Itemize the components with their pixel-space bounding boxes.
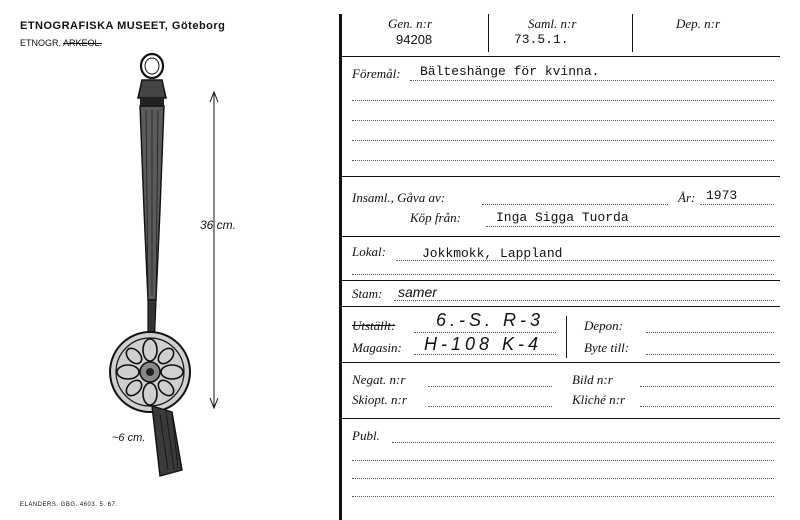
section-rule [342, 306, 780, 307]
utstallt-value: 6.-S. R-3 [436, 310, 545, 330]
saml-nr-label: Saml. n:r [528, 16, 577, 31]
publ-line [352, 478, 774, 479]
skiopt-label: Skiopt. n:r [352, 392, 407, 407]
publ-label: Publ. [352, 428, 380, 443]
foremal-line [352, 140, 774, 141]
lokal-line [352, 274, 774, 275]
ar-line [700, 204, 774, 205]
stam-line [394, 300, 774, 301]
department-arkeol-struck: ARKEOL. [63, 38, 103, 48]
depon-label: Depon: [584, 318, 623, 333]
kliche-line [640, 406, 774, 407]
department-line [20, 38, 102, 48]
foremal-label: Föremål: [352, 66, 401, 81]
kop-fran-label: Köp från: [410, 210, 461, 225]
section-rule [342, 362, 780, 363]
museum-header [20, 20, 225, 32]
length-label: 36 cm. [200, 218, 237, 232]
saml-nr-value: 73.5.1. [514, 32, 569, 47]
publ-line [352, 496, 774, 497]
publ-line [352, 460, 774, 461]
section-rule [342, 236, 780, 237]
box-divider [488, 14, 489, 52]
negat-label: Negat. n:r [352, 372, 406, 387]
negat-line [428, 386, 552, 387]
box-divider [566, 316, 567, 358]
depon-line [646, 332, 774, 333]
kop-fran-value: Inga Sigga Tuorda [496, 210, 629, 225]
foremal-line [352, 160, 774, 161]
bild-label: Bild n:r [572, 372, 613, 387]
foremal-line [352, 120, 774, 121]
insaml-line [482, 204, 668, 205]
utstallt-label: Utställt: [352, 318, 396, 333]
section-rule [342, 176, 780, 177]
printer-imprint: ELANDERS. GBG. 4603. 5. 67. [20, 502, 118, 508]
foremal-value: Bälteshänge för kvinna. [420, 64, 600, 79]
box-divider [632, 14, 633, 52]
dep-nr-label: Dep. n:r [676, 16, 721, 31]
belt-pendant-illustration [90, 50, 250, 490]
department-etnogr: ETNOGR. [20, 38, 62, 48]
magasin-label: Magasin: [352, 340, 402, 355]
magasin-value: H-108 K-4 [424, 334, 543, 354]
length-arrow [208, 90, 220, 410]
publ-line [392, 442, 774, 443]
byte-till-line [646, 354, 774, 355]
ar-value: 1973 [706, 188, 738, 203]
section-rule [342, 418, 780, 419]
width-label: ~6 cm. [112, 432, 146, 444]
stam-value: samer [398, 284, 437, 300]
byte-till-label: Byte till: [584, 340, 630, 355]
gen-nr-label: Gen. n:r [388, 16, 433, 31]
section-rule [342, 56, 780, 57]
gen-nr-value: 94208 [396, 32, 433, 47]
insaml-label: Insaml., Gåva av: [352, 190, 446, 205]
magasin-line [414, 354, 556, 355]
stam-label: Stam: [352, 286, 383, 301]
kliche-label: Kliché n:r [572, 392, 626, 407]
bild-line [640, 386, 774, 387]
card-divider [339, 14, 342, 520]
lokal-label: Lokal: [352, 244, 386, 259]
utstallt-line [414, 332, 556, 333]
foremal-line [352, 100, 774, 101]
skiopt-line [428, 406, 552, 407]
kop-fran-line [486, 226, 774, 227]
section-rule [342, 280, 780, 281]
foremal-line [410, 80, 774, 81]
ar-label: År: [678, 190, 696, 205]
lokal-value: Jokkmokk, Lappland [422, 246, 563, 261]
lokal-line [396, 260, 774, 261]
museum-name: ETNOGRAFISKA MUSEET, [20, 20, 169, 32]
museum-city: Göteborg [171, 20, 226, 32]
